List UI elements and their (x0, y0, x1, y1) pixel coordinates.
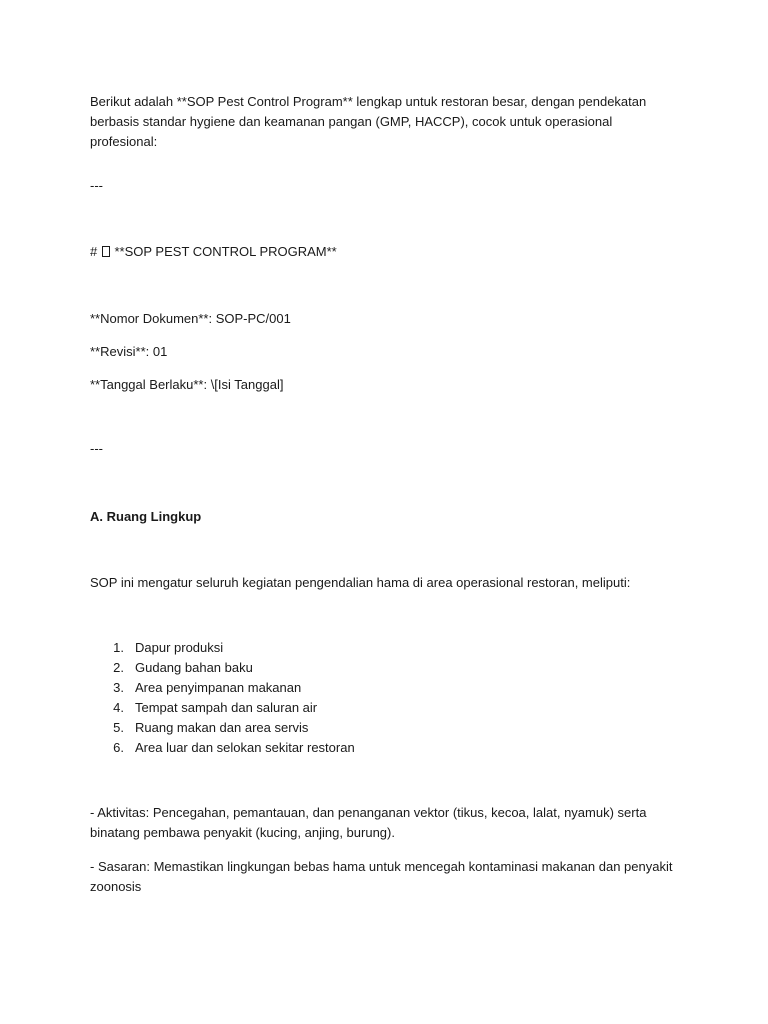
activities-paragraph: - Aktivitas: Pencegahan, pemantauan, dan penanganan vektor (tikus, kecoa, lalat, nyamuk) serta binatang pembawa penyakit (kucing, anjing, burung). (90, 805, 647, 840)
list-item (90, 698, 355, 718)
heading-title: **SOP PEST CONTROL PROGRAM** (114, 244, 337, 259)
list-item (90, 718, 355, 738)
heading-prefix: # (90, 244, 98, 259)
target-paragraph: - Sasaran: Memastikan lingkungan bebas hama untuk mencegah kontaminasi makanan dan penyakit zoonosis (90, 859, 673, 894)
list-item-text: Tempat sampah dan saluran air (135, 700, 318, 715)
section-a-title: A. Ruang Lingkup (90, 509, 202, 524)
list-item-text: Area luar dan selokan sekitar restoran (135, 740, 355, 755)
list-item (90, 678, 355, 698)
list-item (90, 638, 355, 658)
document-number: **Nomor Dokumen**: SOP-PC/001 (90, 311, 291, 326)
list-item-number: 2. (113, 660, 124, 675)
effective-date: **Tanggal Berlaku**: \[Isi Tanggal] (90, 377, 284, 392)
list-item (90, 658, 355, 678)
list-item-number: 4. (113, 700, 124, 715)
list-item-number: 3. (113, 680, 124, 695)
list-item-number: 5. (113, 720, 124, 735)
separator-1: --- (90, 178, 103, 193)
list-item-text: Area penyimpanan makanan (135, 680, 302, 695)
list-item (90, 738, 355, 758)
list-item-text: Gudang bahan baku (135, 660, 253, 675)
list-item-text: Dapur produksi (135, 640, 224, 655)
list-item-number: 1. (113, 640, 124, 655)
section-a-intro: SOP ini mengatur seluruh kegiatan pengendalian hama di area operasional restoran, meliputi: (90, 575, 631, 590)
list-item-number: 6. (113, 740, 124, 755)
separator-2: --- (90, 441, 103, 456)
list-item-text: Ruang makan dan area servis (135, 720, 309, 735)
document-heading (90, 242, 680, 262)
missing-glyph-icon (102, 246, 110, 257)
intro-paragraph: Berikut adalah **SOP Pest Control Program** lengkap untuk restoran besar, dengan pendekatan berbasis standar hygiene dan keamanan pangan (GMP, HACCP), cocok untuk operasional profesional: (90, 94, 647, 149)
revision: **Revisi**: 01 (90, 344, 168, 359)
scope-list (90, 638, 355, 758)
